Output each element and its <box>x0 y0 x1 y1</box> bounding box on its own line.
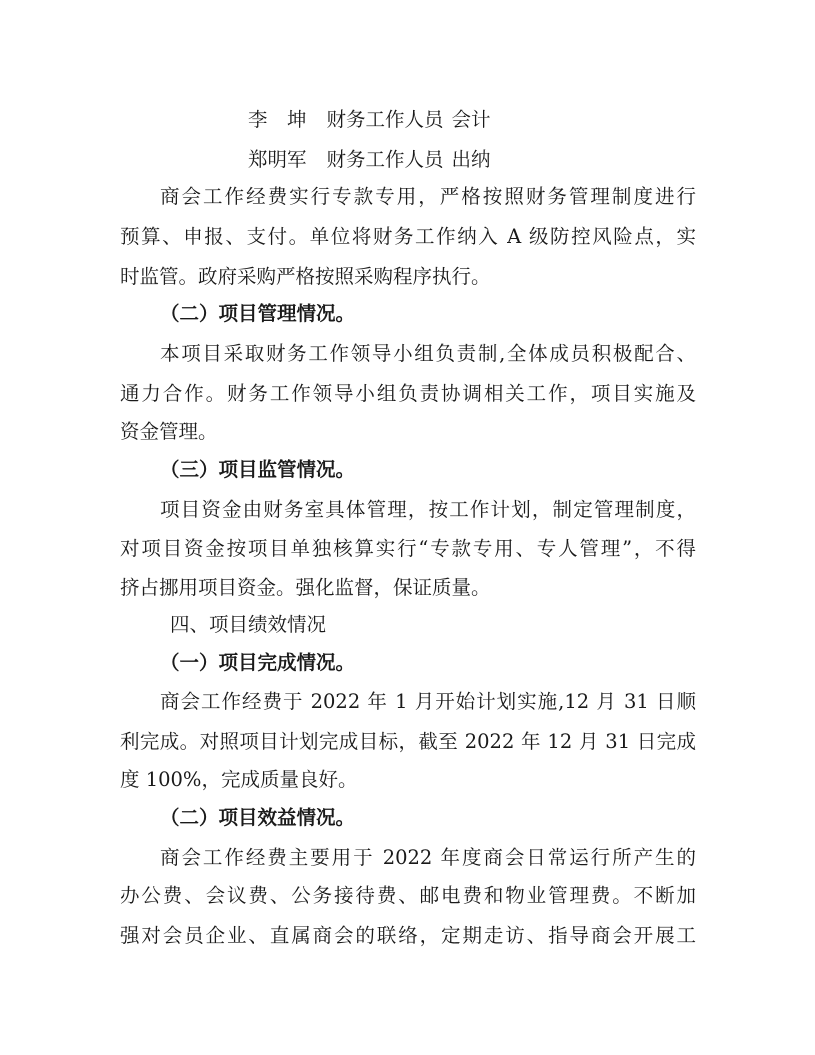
paragraph-line: 度 100%，完成质量良好。 <box>120 768 358 791</box>
subsection-heading: （二）项目管理情况。 <box>160 302 356 325</box>
staff-row-2 <box>248 148 491 172</box>
paragraph-line: 本项目采取财务工作领导小组负责制,全体成员积极配合、 <box>160 342 696 365</box>
subsection-heading: （一）项目完成情况。 <box>160 651 356 674</box>
paragraph-line: 资金管理。 <box>120 420 218 443</box>
subsection-heading: （二）项目效益情况。 <box>160 806 356 829</box>
staff-name: 李 坤 <box>248 108 307 131</box>
paragraph-line: 商会工作经费主要用于 2022 年度商会日常运行所产生的 <box>160 846 696 869</box>
paragraph-line: 预算、申报、支付。单位将财务工作纳入 A 级防控风险点，实 <box>120 225 696 248</box>
paragraph-line: 项目资金由财务室具体管理，按工作计划，制定管理制度， <box>160 498 696 521</box>
paragraph-line: 办公费、会议费、公务接待费、邮电费和物业管理费。不断加 <box>120 884 696 907</box>
paragraph-line: 时监管。政府采购严格按照采购程序执行。 <box>120 265 491 288</box>
staff-name: 郑明军 <box>248 148 307 171</box>
staff-title: 出纳 <box>451 148 491 171</box>
staff-role: 财务工作人员 <box>326 108 444 131</box>
paragraph-line: 商会工作经费实行专款专用，严格按照财务管理制度进行 <box>160 185 696 208</box>
section-heading: 四、项目绩效情况 <box>170 613 327 636</box>
staff-row-1 <box>248 108 491 132</box>
paragraph-line: 利完成。对照项目计划完成目标，截至 2022 年 12 月 31 日完成 <box>120 730 696 753</box>
paragraph-line: 商会工作经费于 2022 年 1 月开始计划实施,12 月 31 日顺 <box>160 690 696 713</box>
paragraph-line: 挤占挪用项目资金。强化监督，保证质量。 <box>120 576 491 599</box>
staff-title: 会计 <box>451 108 491 131</box>
staff-role: 财务工作人员 <box>326 148 444 171</box>
paragraph-line: 对项目资金按项目单独核算实行“专款专用、专人管理”，不得 <box>120 537 696 560</box>
paragraph-line: 强对会员企业、直属商会的联络，定期走访、指导商会开展工 <box>120 924 696 947</box>
subsection-heading: （三）项目监管情况。 <box>160 458 356 481</box>
paragraph-line: 通力合作。财务工作领导小组负责协调相关工作，项目实施及 <box>120 382 696 405</box>
